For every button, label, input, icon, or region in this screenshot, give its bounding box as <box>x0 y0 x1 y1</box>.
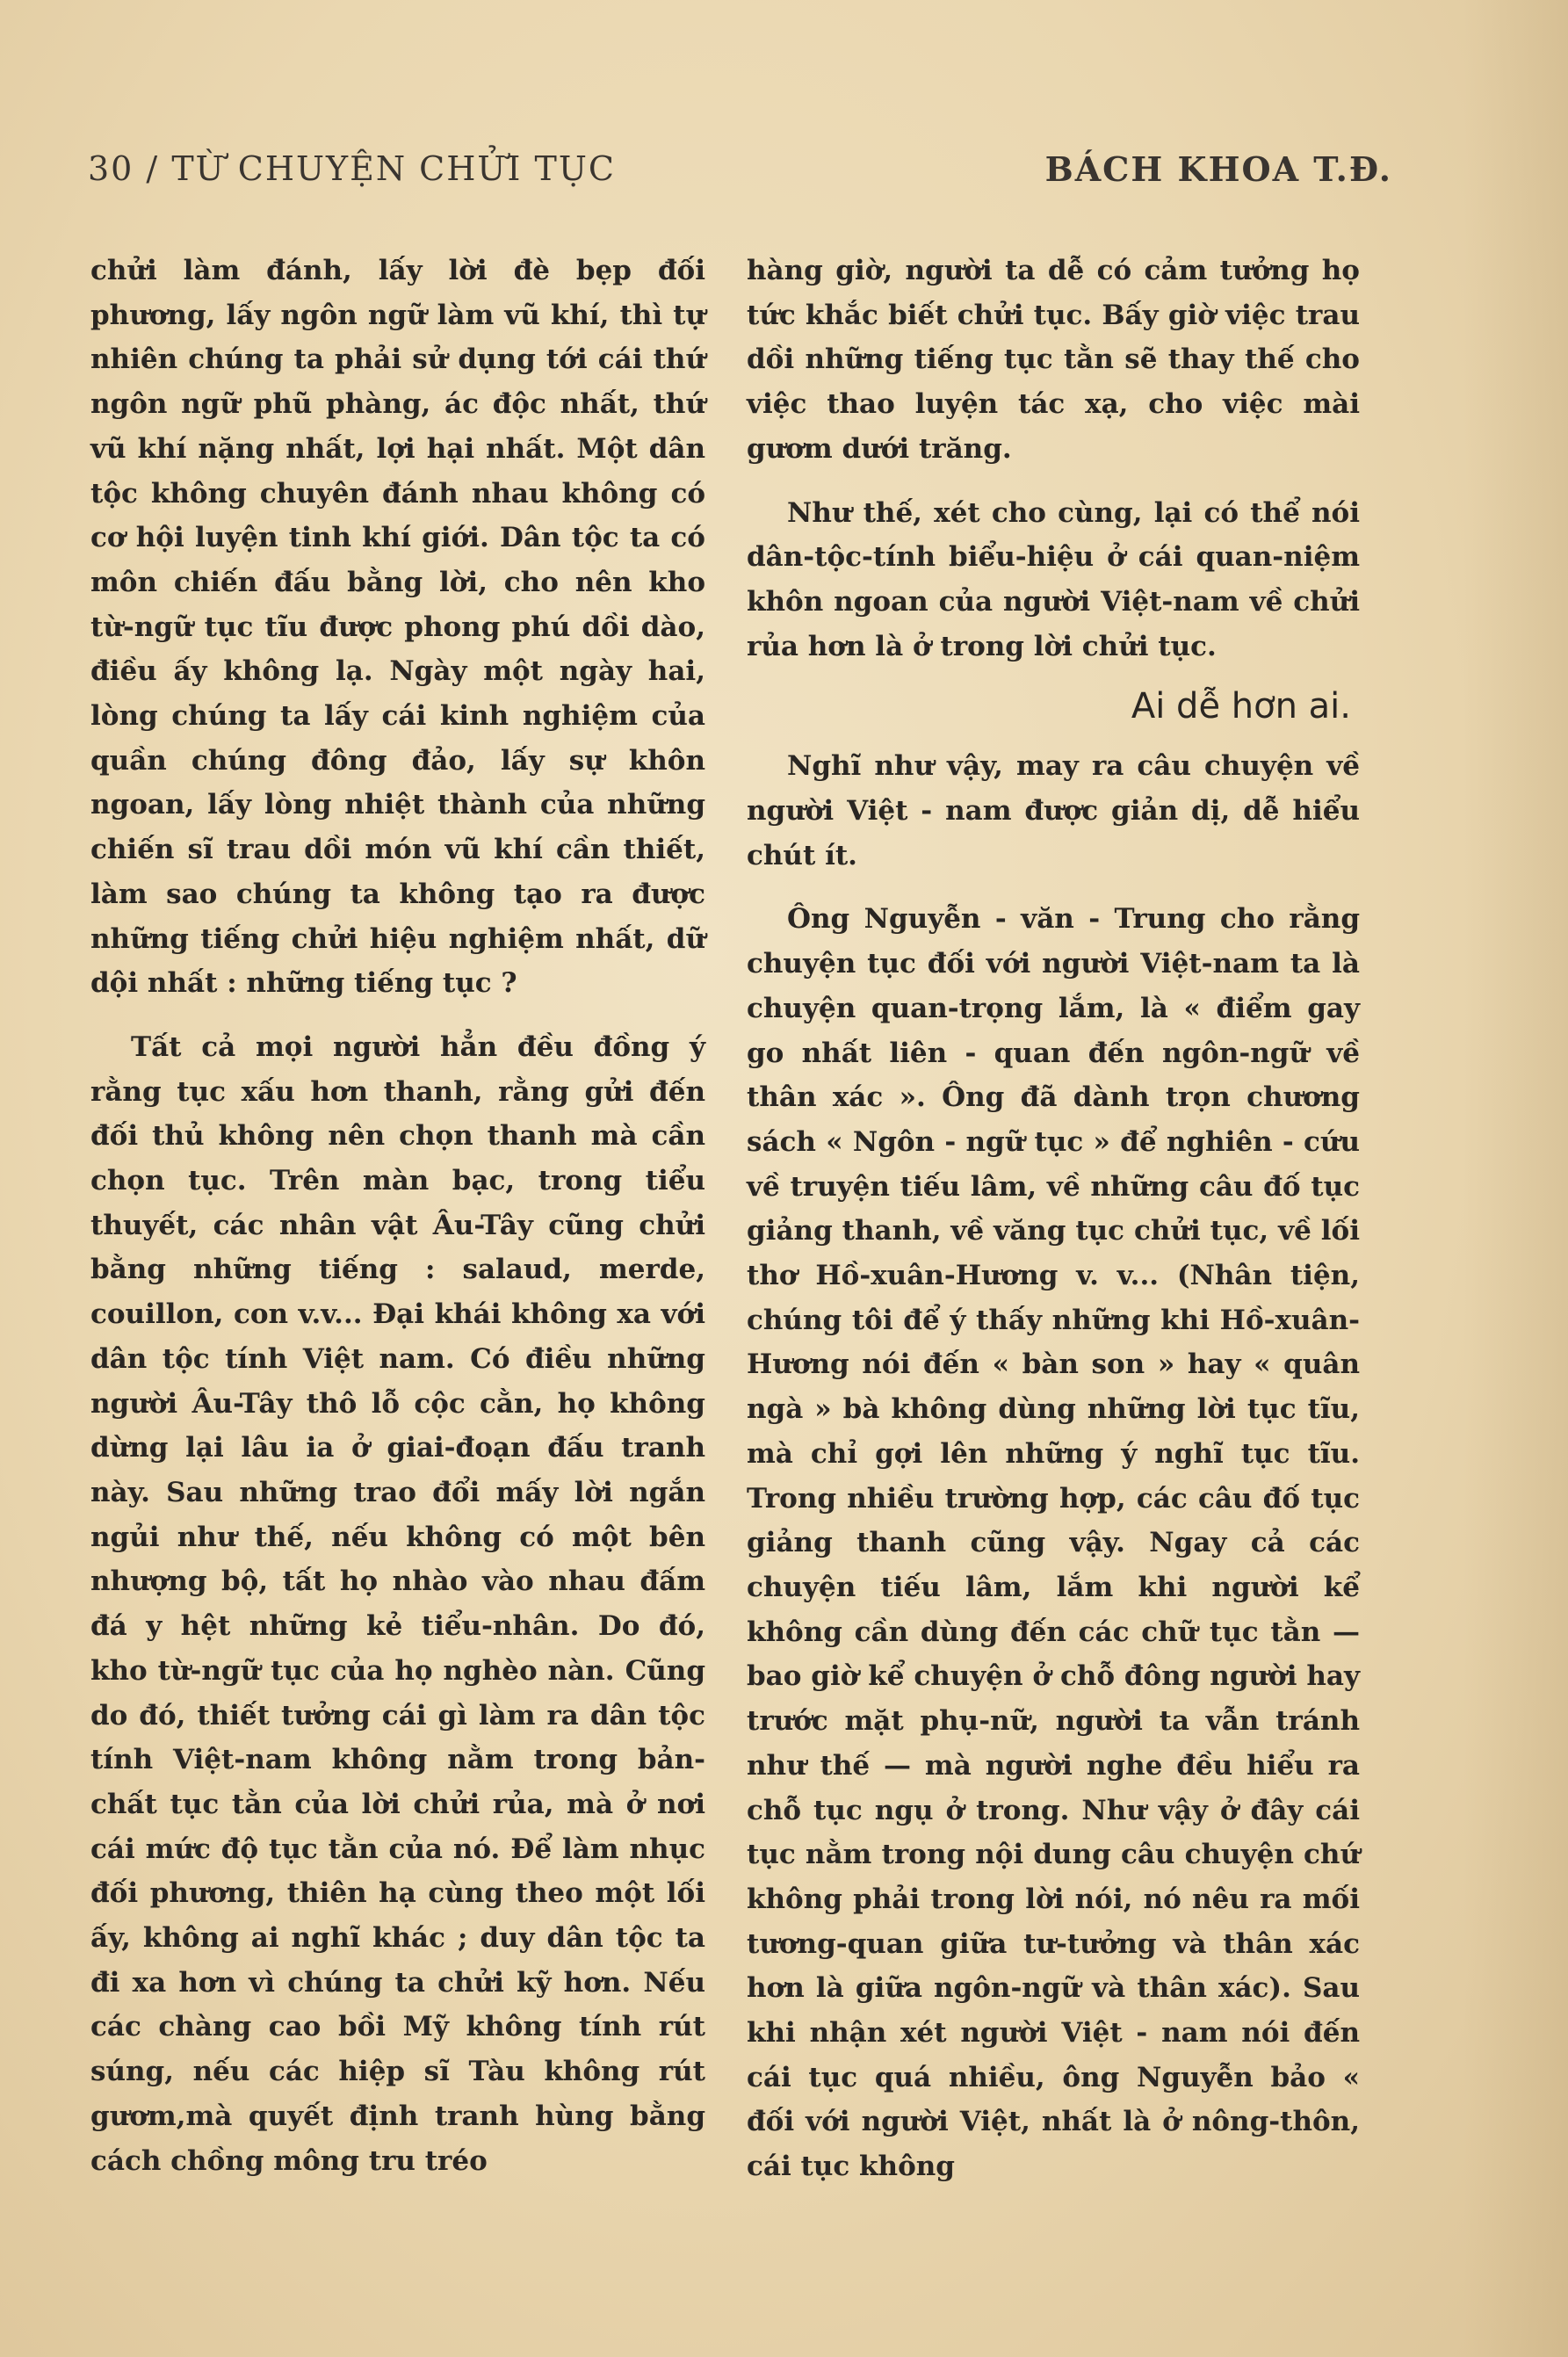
paragraph: chửi làm đánh, lấy lời đè bẹp đối phương, lấy ngôn ngữ làm vũ khí, thì tự nhiên chúng ta phải sử dụng tới cái thứ ngôn ngữ phũ phàng, ác độc nhất, thứ vũ khí nặng nhất, lợi hại nhất. Một dân tộc không chuyên đánh nhau không có cơ hội luyện tinh khí giới. Dân tộc ta có môn chiến đấu bằng lời, cho nên kho từ-ngữ tục tĩu được phong phú dồi dào, điều ấy không lạ. Ngày một ngày hai, lòng chúng ta lấy cái kinh nghiệm của quần chúng đông đảo, lấy sự khôn ngoan, lấy lòng nhiệt thành của những chiến sĩ trau dồi món vũ khí cần thiết, làm sao chúng ta không tạo ra được những tiếng chửi hiệu nghiệm nhất, dữ dội nhất : những tiếng tục ? <box>90 255 705 1000</box>
paragraph: Ông Nguyễn - văn - Trung cho rằng chuyện tục đối với người Việt-nam ta là chuyện quan-trọng lắm, là « điểm gay go nhất liên - quan đến ngôn-ngữ về thân xác ». Ông đã dành trọn chương sách « Ngôn - ngữ tục » để nghiên - cứu về truyện tiếu lâm, về những câu đố tục giảng thanh, về văng tục chửi tục, về lối thơ Hồ-xuân-Hương v. v... (Nhân tiện, chúng tôi để ý thấy những khi Hồ-xuân-Hương nói đến « bàn son » hay « quân ngà » bà không dùng những lời tục tĩu, mà chỉ gợi lên những ý nghĩ tục tĩu. Trong nhiều trường hợp, các câu đố tục giảng thanh cũng vậy. Ngay cả các chuyện tiếu lâm, lắm khi người kể không cần dùng đến các chữ tục tằn — bao giờ kể chuyện ở chỗ đông người hay trước mặt phụ-nữ, người ta vẫn tránh như thế — mà người nghe đều hiểu ra chỗ tục ngụ ở trong. Như vậy ở đây cái tục nằm trong nội dung câu chuyện chứ không phải trong lời nói, nó nêu ra mối tương-quan giữa tư-tưởng và thân xác hơn là giữa ngôn-ngữ và thân xác). Sau khi nhận xét người Việt - nam nói đến cái tục quá nhiều, ông Nguyễn bảo « đối với người Việt, nhất là ở nông-thôn, cái tục không <box>747 903 1360 2183</box>
right-column <box>747 249 1360 2189</box>
paragraph: Tất cả mọi người hẳn đều đồng ý rằng tục xấu hơn thanh, rằng gửi đến đối thủ không nên chọn thanh mà cần chọn tục. Trên màn bạc, trong tiểu thuyết, các nhân vật Âu-Tây cũng chửi bằng những tiếng : salaud, merde, couillon, con v.v... Đại khái không xa với dân tộc tính Việt nam. Có điều những người Âu-Tây thô lỗ cộc cằn, họ không dừng lại lâu ia ở giai-đoạn đấu tranh này. Sau những trao đổi mấy lời ngắn ngủi như thế, nếu không có một bên nhượng bộ, tất họ nhào vào nhau đấm đá y hệt những kẻ tiểu-nhân. Do đó, kho từ-ngữ tục của họ nghèo nàn. Cũng do đó, thiết tưởng cái gì làm ra dân tộc tính Việt-nam không nằm trong bản-chất tục tằn của lời chửi rủa, mà ở nơi cái mức độ tục tằn của nó. Để làm nhục đối phương, thiên hạ cùng theo một lối ấy, không ai nghĩ khác ; duy dân tộc ta đi xa hơn vì chúng ta chửi kỹ hơn. Nếu các chàng cao bồi Mỹ không tính rút súng, nếu các hiệp sĩ Tàu không rút gươm,mà quyết định tranh hùng bằng cách chồng mông tru tréo <box>90 1030 705 2177</box>
paragraph: hàng giờ, người ta dễ có cảm tưởng họ tức khắc biết chửi tục. Bấy giờ việc trau dồi những tiếng tục tằn sẽ thay thế cho việc thao luyện tác xạ, cho việc mài gươm dưới trăng. <box>747 255 1360 465</box>
section-heading: Ai dễ hơn ai. <box>1131 686 1351 727</box>
paragraph: Như thế, xét cho cùng, lại có thể nói dân-tộc-tính biểu-hiệu ở cái quan-niệm khôn ngoan của người Việt-nam về chửi rủa hơn là ở trong lời chửi tục. <box>747 496 1360 662</box>
running-header-left: 30 / TỪ CHUYỆN CHỬI TỤC <box>88 149 616 188</box>
left-column <box>90 249 705 2183</box>
running-header-right: BÁCH KHOA T.Đ. <box>1044 149 1392 189</box>
paragraph: Nghĩ như vậy, may ra câu chuyện về người Việt - nam được giản dị, dễ hiểu chút ít. <box>747 750 1360 871</box>
